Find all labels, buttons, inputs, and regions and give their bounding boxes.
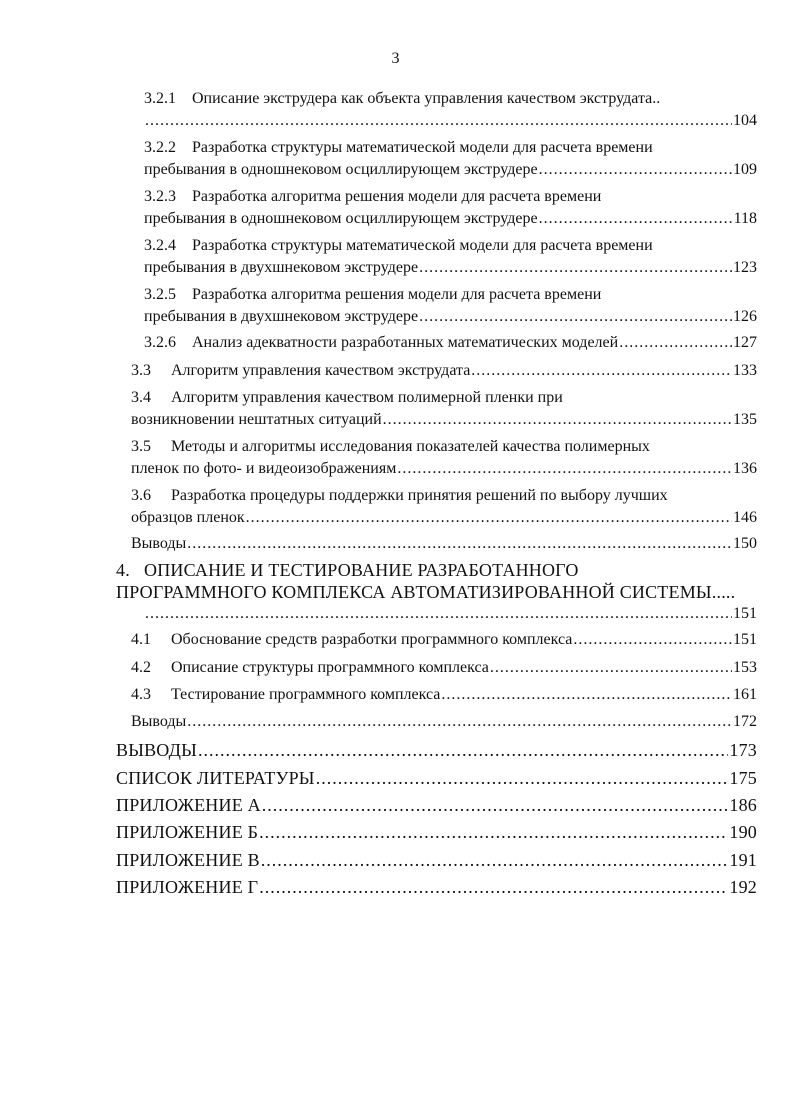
- toc-entry-number: 3.3: [131, 362, 151, 379]
- toc-entry-number: 3.5: [131, 438, 151, 455]
- toc-entry-title-cont: ПРОГРАММНОГО КОМПЛЕКСА АВТОМАТИЗИРОВАННОЙ СИСТЕМЫ.....: [116, 582, 736, 602]
- toc-entry-title: ПРИЛОЖЕНИЕ В: [116, 850, 260, 870]
- toc-entry-number: 3.6: [131, 487, 151, 504]
- toc-entry-title-cont: пребывания в двухшнековом экструдере: [144, 259, 419, 276]
- toc-entry-title: Анализ адекватности разработанных математических моделей: [192, 334, 619, 351]
- toc-entry-number: 3.2.5: [144, 286, 176, 303]
- toc-entry-title: Алгоритм управления качеством полимерной пленки при: [171, 389, 563, 406]
- toc-page-number: 109: [733, 161, 757, 178]
- toc-entry-number: 4.2: [131, 659, 151, 676]
- toc-page-number: 151: [733, 631, 757, 648]
- toc-entry-title-cont: пребывания в двухшнековом экструдере: [144, 308, 419, 325]
- toc-page-number: 190: [729, 822, 757, 842]
- toc-page-number: 150: [733, 535, 757, 552]
- toc-page-number: 118: [733, 210, 757, 227]
- toc-entry-title: ПРИЛОЖЕНИЕ А: [116, 795, 261, 815]
- toc-page-number: 126: [733, 308, 757, 325]
- toc-entry-title-cont: пленок по фото- и видеоизображениям: [131, 460, 397, 477]
- toc-entry-title: ВЫВОДЫ: [116, 740, 197, 760]
- toc-entry-title: Разработка структуры математической модели для расчета времени: [192, 139, 653, 156]
- toc-entry-title: Алгоритм управления качеством экструдата: [171, 362, 471, 379]
- toc-entry-title: Разработка процедуры поддержки принятия решений по выбору лучших: [171, 487, 668, 504]
- toc-page-number: 123: [733, 259, 757, 276]
- toc-page-number: 136: [733, 460, 757, 477]
- page-number: 3: [391, 50, 400, 67]
- toc-entry-title-cont: пребывания в одношнековом осциллирующем экструдере: [144, 210, 538, 227]
- toc-page-number: 173: [729, 740, 757, 760]
- toc-entry-title: Описание экструдера как объекта управления качеством экструдата..: [192, 90, 661, 107]
- toc-entry-number: 3.2.2: [144, 139, 176, 156]
- toc-entry-number: 3.2.1: [144, 90, 176, 107]
- toc-entry-title-cont: образцов пленок: [131, 509, 245, 526]
- toc-page-number: 151: [733, 605, 757, 622]
- toc-entry-title: Выводы: [131, 713, 187, 730]
- toc-page-number: 135: [733, 411, 757, 428]
- toc-entry-title: СПИСОК ЛИТЕРАТУРЫ: [116, 768, 315, 788]
- toc-entry-title: Обоснование средств разработки программного комплекса: [171, 631, 573, 648]
- toc-entry-title-cont: пребывания в одношнековом осциллирующем экструдере: [144, 161, 538, 178]
- toc-page-number: 175: [729, 768, 757, 788]
- toc-entry-number: 3.4: [131, 389, 151, 406]
- toc-entry-title: Разработка структуры математической модели для расчета времени: [192, 237, 653, 254]
- toc-page-number: 127: [733, 334, 757, 351]
- toc-page-number: 104: [733, 112, 757, 129]
- toc-page-number: 161: [733, 686, 757, 703]
- toc-page-number: 153: [733, 659, 757, 676]
- toc-entry-title: ПРИЛОЖЕНИЕ Г: [116, 877, 259, 897]
- toc-entry-title: Описание структуры программного комплекса: [171, 659, 489, 676]
- toc-page-number: 192: [729, 877, 757, 897]
- toc-entry-number: 3.2.4: [144, 237, 176, 254]
- toc-entry-title: Методы и алгоритмы исследования показателей качества полимерных: [171, 438, 650, 455]
- toc-entry-number: 4.: [116, 560, 130, 580]
- toc-entry-title: ОПИСАНИЕ И ТЕСТИРОВАНИЕ РАЗРАБОТАННОГО: [144, 560, 579, 580]
- toc-entry-number: 4.1: [131, 631, 151, 648]
- toc-page-number: 146: [733, 509, 757, 526]
- toc-entry-number: 3.2.3: [144, 188, 176, 205]
- toc-page-number: 133: [733, 362, 757, 379]
- toc-entry-title: Разработка алгоритма решения модели для расчета времени: [192, 188, 602, 205]
- toc-page-number: 172: [733, 713, 757, 730]
- toc-entry-title-cont: возникновении нештатных ситуаций: [131, 411, 382, 428]
- toc-entry-number: 4.3: [131, 686, 151, 703]
- toc-entry-title: ПРИЛОЖЕНИЕ Б: [116, 822, 259, 842]
- toc-page-number: 191: [729, 850, 757, 870]
- toc-entry-title: Тестирование программного комплекса: [171, 686, 441, 703]
- toc-page-number: 186: [729, 795, 757, 815]
- toc-entry-number: 3.2.6: [144, 334, 176, 351]
- toc-entry-title: Разработка алгоритма решения модели для расчета времени: [192, 286, 602, 303]
- toc-entry-title: Выводы: [131, 535, 187, 552]
